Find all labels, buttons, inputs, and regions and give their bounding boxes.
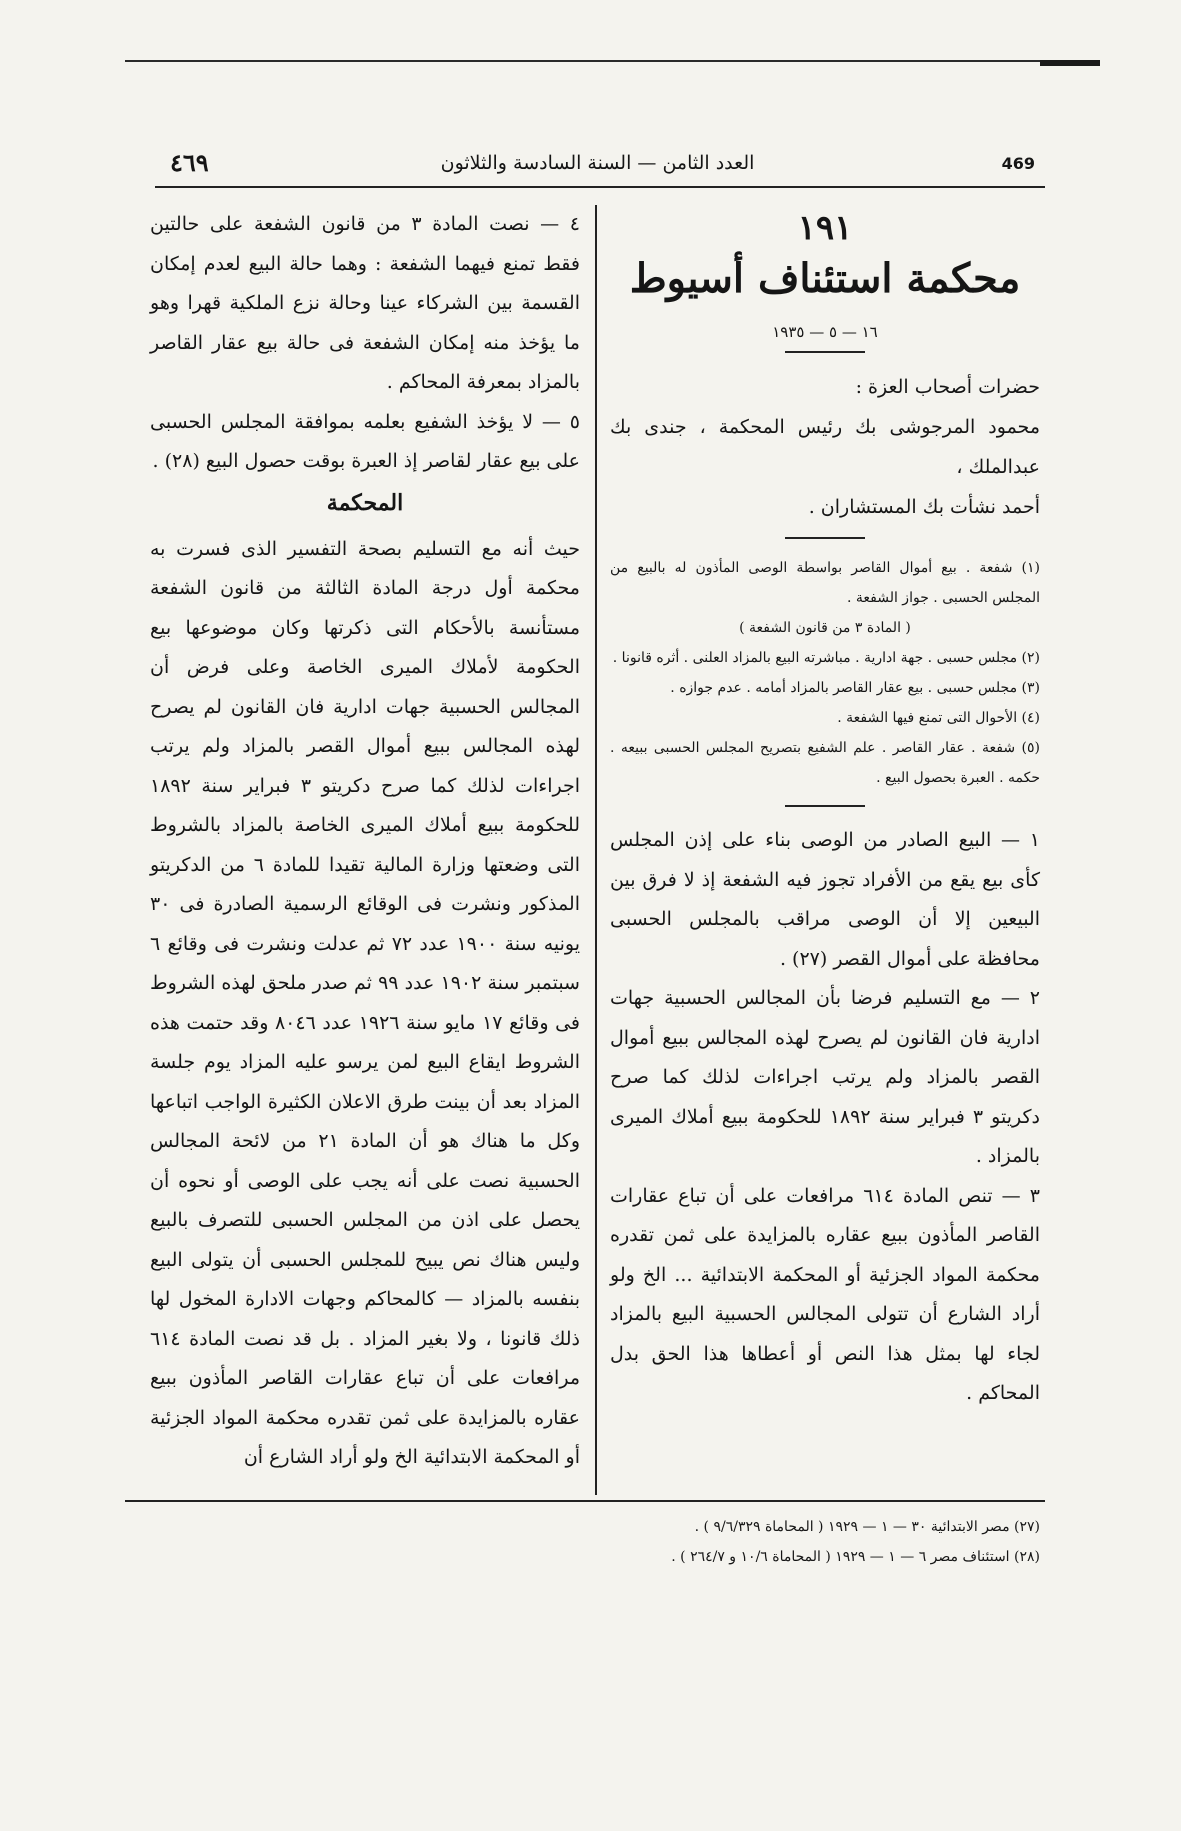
judges-heading: حضرات أصحاب العزة : bbox=[855, 376, 1040, 398]
divider-rule bbox=[785, 351, 865, 353]
top-rule-accent bbox=[1040, 60, 1100, 66]
footnotes bbox=[150, 1512, 1040, 1572]
left-column bbox=[150, 205, 580, 1478]
principle-paragraph: ٢ — مع التسليم فرضا بأن المجالس الحسبية جهات ادارية فان القانون لم يصرح لهذه المجالس ببيع أموال القصر بالمزاد ولم يرتب اجراءات لذلك كما صرح دكريتو ٣ فبراير سنة ١٨٩٢ للحكومة ببيع أملاك الميرى بالمزاد . bbox=[610, 987, 1040, 1167]
footnote: (٢٧) مصر الابتدائية ٣٠ — ١ — ١٩٢٩ ( المحاماة ٩/٦/٣٢٩ ) . bbox=[694, 1519, 1040, 1535]
summary-item: (٤) الأحوال التى تمنع فيها الشفعة . bbox=[837, 710, 1040, 726]
page-number-latin: 469 bbox=[1001, 154, 1035, 173]
principle-paragraph: ٥ — لا يؤخذ الشفيع بعلمه بموافقة المجلس الحسبى على بيع عقار لقاصر إذ العبرة بوقت حصول البيع (٢٨) . bbox=[150, 410, 580, 472]
judges-line: محمود المرجوشى بك رئيس المحكمة ، جندى بك عبدالملك ، bbox=[610, 416, 1040, 478]
issue-title: العدد الثامن — السنة السادسة والثلاثون bbox=[440, 152, 755, 174]
case-number: ١٩١ bbox=[797, 208, 853, 248]
judgment-heading: المحكمة bbox=[326, 489, 404, 516]
footnote-rule bbox=[125, 1500, 1045, 1502]
principle-paragraph: ٣ — تنص المادة ٦١٤ مرافعات على أن تباع عقارات القاصر المأذون ببيع عقاره بالمزايدة على ثمن تقدره محكمة المواد الجزئية أو المحكمة الابتدائية ... الخ ولو أراد الشارع أن تتولى المجالس الحسبية البيع بالمزاد لجاء لها بمثل هذا النص أو أعطاها هذا الحق بدل المحاكم . bbox=[610, 1184, 1040, 1404]
principle-paragraph: ١ — البيع الصادر من الوصى بناء على إذن المجلس كأى بيع يقع من الأفراد تجوز فيه الشفعة إذ لا فرق بين البيعين إلا أن الوصى مراقب بالمجلس الحسبى محافظة على أموال القصر (٢٧) . bbox=[610, 829, 1040, 970]
principle-paragraph: ٤ — نصت المادة ٣ من قانون الشفعة على حالتين فقط تمنع فيهما الشفعة : وهما حالة البيع لعدم إمكان القسمة بين الشركاء عينا وحالة نزع الملكية قهرا وهو ما يؤخذ منه إمكان الشفعة فى حالة بيع عقار القاصر بالمزاد بمعرفة المحاكم . bbox=[150, 213, 580, 393]
summary-item: (١) شفعة . بيع أموال القاصر بواسطة الوصى المأذون له بالبيع من المجلس الحسبى . جواز الشفعة . bbox=[610, 560, 1040, 606]
judges-line: أحمد نشأت بك المستشاران . bbox=[808, 496, 1040, 518]
summary-item: (٥) شفعة . عقار القاصر . علم الشفيع بتصريح المجلس الحسبى ببيعه . حكمه . العبرة بحصول البيع . bbox=[610, 740, 1040, 786]
divider-rule bbox=[785, 537, 865, 539]
summary-item: (٢) مجلس حسبى . جهة ادارية . مباشرته البيع بالمزاد العلنى . أثره قانونا . bbox=[612, 650, 1040, 666]
case-date: ١٦ — ٥ — ١٩٣٥ bbox=[772, 323, 878, 341]
page-header bbox=[160, 148, 1035, 188]
summary-item: (٣) مجلس حسبى . بيع عقار القاصر بالمزاد أمامه . عدم جوازه . bbox=[670, 680, 1040, 696]
top-rule bbox=[125, 60, 1090, 62]
summary-item: ( المادة ٣ من قانون الشفعة ) bbox=[739, 620, 911, 636]
footnote: (٢٨) استئناف مصر ٦ — ١ — ١٩٢٩ ( المحاماة ١٠/٦ و ٢٦٤/٧ ) . bbox=[671, 1549, 1040, 1565]
judgment-text: حيث أنه مع التسليم بصحة التفسير الذى فسرت به محكمة أول درجة المادة الثالثة من قانون الشفعة مستأنسة بالأحكام التى ذكرتها وكان موضوعها بيع الحكومة لأملاك الميرى الخاصة وعلى فرض أن المجالس الحسبية جهات ادارية فان القانون لم يصرح لهذه المجالس ببيع أموال القصر بالمزاد ولم يرتب اجراءات لذلك كما صرح دكريتو ٣ فبراير سنة ١٨٩٢ للحكومة ببيع أملاك الميرى الخاصة بالمزاد بالشروط التى وضعتها وزارة المالية تقيدا للمادة ٦ من الدكريتو المذكور ونشرت فى الوقائع الرسمية الصادرة فى ٣٠ يونيه سنة ١٩٠٠ عدد ٧٢ ثم عدلت ونشرت فى وقائع ٦ سبتمبر سنة ١٩٠٢ عدد ٩٩ ثم صدر ملحق لهذه الشروط فى وقائع ١٧ مايو سنة ١٩٢٦ عدد ٨٠٤٦ وقد حتمت هذه الشروط ايقاع البيع لمن يرسو عليه المزاد يوم جلسة المزاد بعد أن بينت طرق الاعلان الكثيرة الواجب اتباعها وكل ما هناك هو أن المادة ٢١ من لائحة المجالس الحسبية نصت على أنه يجب على الوصى أو نحوه أن يحصل على اذن من المجلس الحسبى للتصرف بالبيع وليس هناك نص يبيح للمجلس الحسبى أن يتولى البيع بنفسه بالمزاد — كالمحاكم وجهات الادارة المخول لها ذلك قانونا ، ولا بغير المزاد . بل قد نصت المادة ٦١٤ مرافعات على أن تباع عقارات القاصر المأذون ببيع عقاره بالمزايدة على ثمن تقدره محكمة المواد الجزئية أو المحكمة الابتدائية الخ ولو أراد الشارع أن bbox=[150, 537, 581, 1468]
divider-rule bbox=[785, 805, 865, 807]
header-rule bbox=[155, 186, 1045, 188]
right-column bbox=[610, 205, 1040, 1414]
court-name: محكمة استئناف أسيوط bbox=[629, 255, 1021, 302]
page-number-arabic: ٤٦٩ bbox=[170, 148, 209, 177]
column-divider bbox=[595, 205, 597, 1495]
